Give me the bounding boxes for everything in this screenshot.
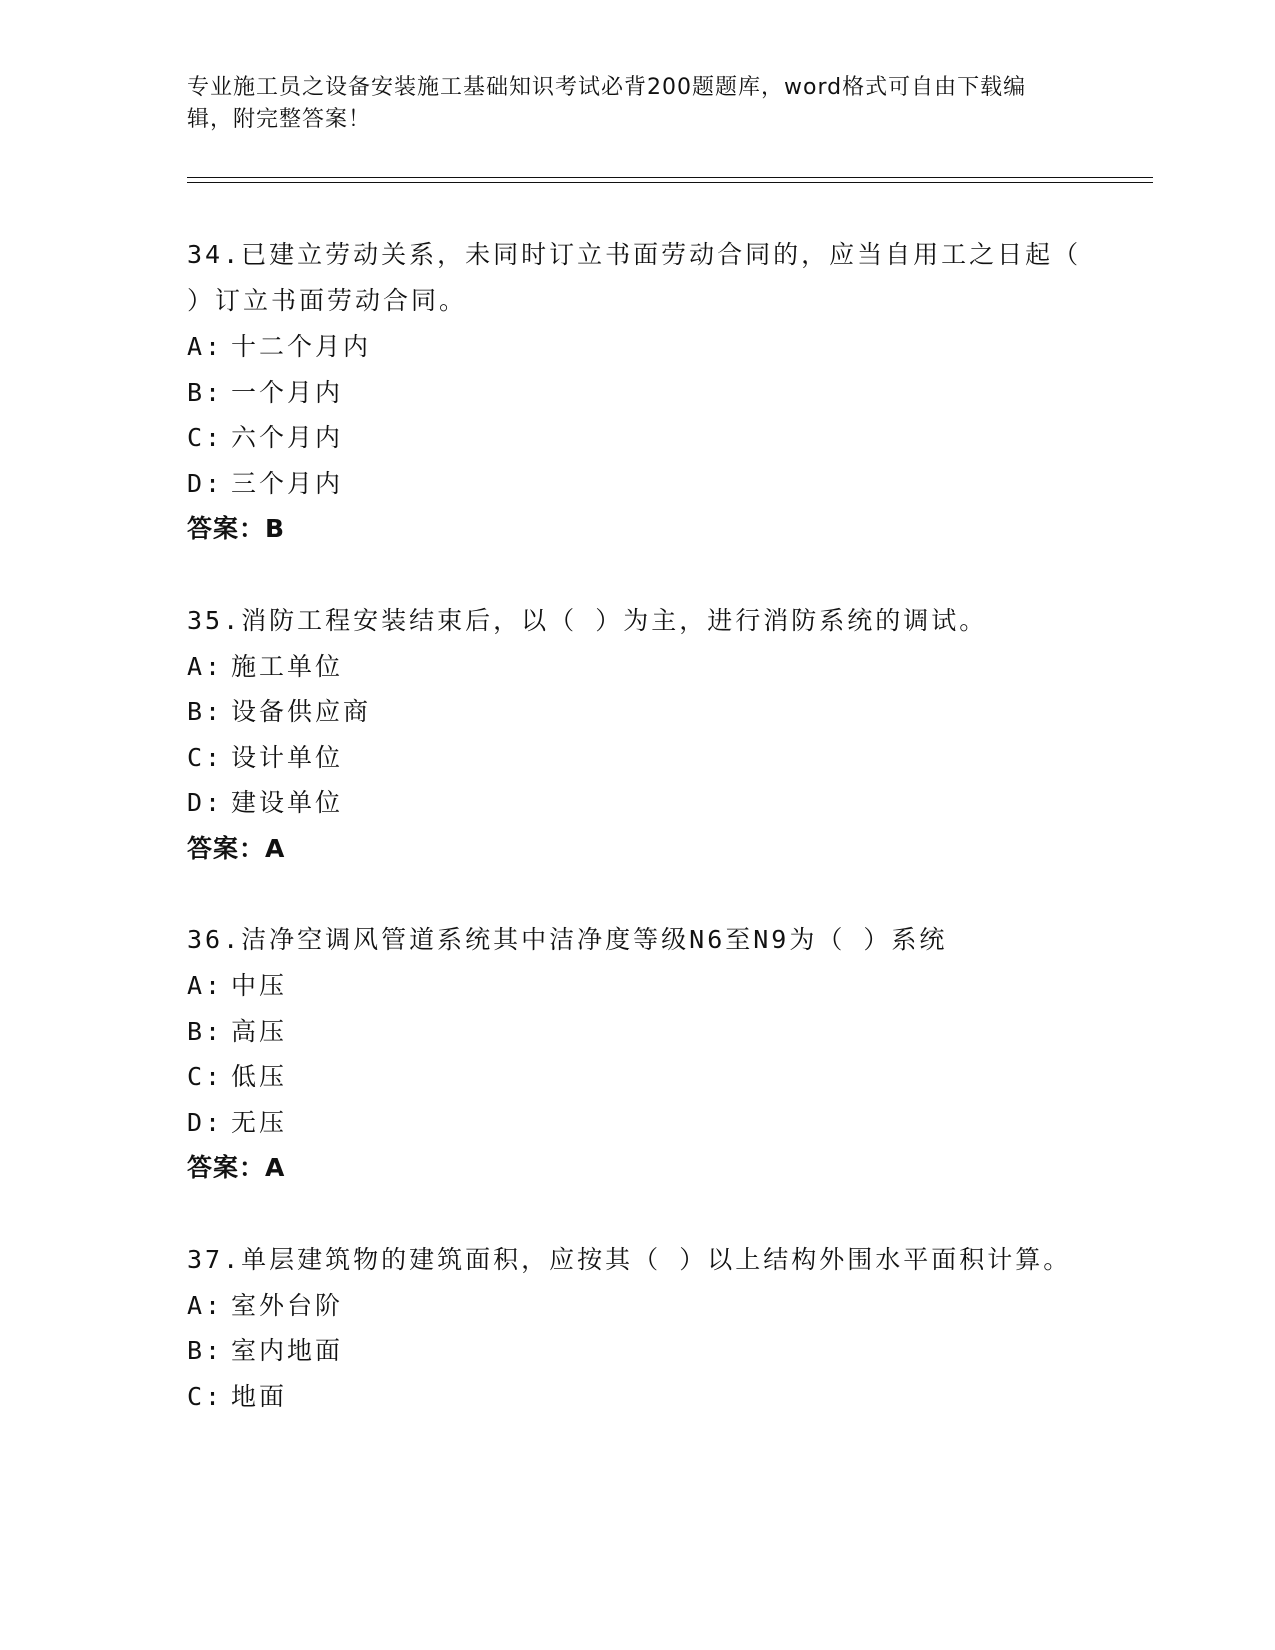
question-stem: 36.洁净空调风管道系统其中洁净度等级N6至N9为（ ）系统	[187, 925, 948, 954]
option-label: C:	[187, 423, 224, 452]
option-d	[187, 780, 1087, 826]
option-text: 施工单位	[231, 651, 344, 681]
answer-line: 答案：A	[187, 1153, 286, 1182]
option-text: 十二个月内	[231, 332, 372, 361]
option-b	[187, 1009, 1087, 1055]
option-a	[187, 963, 1087, 1009]
option-text: 地面	[231, 1381, 288, 1411]
option-label: B:	[187, 377, 224, 407]
option-label: A:	[187, 1290, 224, 1320]
option-text: 三个月内	[231, 468, 344, 498]
option-a	[187, 324, 1087, 370]
question-list	[187, 232, 1087, 1465]
option-label: B:	[187, 1016, 224, 1046]
question-stem: 37.单层建筑物的建筑面积，应按其（ ）以上结构外围水平面积计算。	[187, 1244, 1072, 1274]
question-36	[187, 917, 1087, 1191]
option-label: D:	[187, 468, 224, 498]
option-text: 六个月内	[231, 423, 344, 452]
answer-line: 答案：B	[187, 514, 286, 543]
question-37	[187, 1237, 1087, 1420]
question-stem: 35.消防工程安装结束后，以（ ）为主，进行消防系统的调试。	[187, 605, 988, 635]
option-a	[187, 1283, 1087, 1329]
option-text: 设计单位	[231, 742, 344, 772]
option-text: 室内地面	[231, 1336, 344, 1365]
option-label: B:	[187, 1336, 224, 1365]
option-d	[187, 1100, 1087, 1146]
option-label: A:	[187, 971, 224, 1000]
answer-line: 答案：A	[187, 833, 286, 863]
option-text: 设备供应商	[231, 697, 372, 726]
option-c	[187, 1054, 1087, 1100]
option-b	[187, 370, 1087, 416]
option-label: D:	[187, 1107, 224, 1137]
option-text: 建设单位	[231, 788, 344, 817]
option-text: 无压	[231, 1107, 288, 1137]
option-text: 低压	[231, 1062, 288, 1091]
option-b	[187, 689, 1087, 735]
option-label: A:	[187, 651, 224, 681]
option-b	[187, 1328, 1087, 1374]
option-text: 室外台阶	[231, 1290, 344, 1320]
option-c	[187, 415, 1087, 461]
option-c	[187, 735, 1087, 781]
question-34	[187, 232, 1087, 552]
option-label: B:	[187, 697, 224, 726]
option-label: C:	[187, 1381, 224, 1411]
option-label: C:	[187, 1062, 224, 1091]
option-label: C:	[187, 742, 224, 772]
question-35	[187, 598, 1087, 872]
question-stem: 34.已建立劳动关系，未同时订立书面劳动合同的，应当自用工之日起（ ）订立书面劳动合同。	[187, 240, 1082, 315]
option-a	[187, 644, 1087, 690]
option-c	[187, 1374, 1087, 1420]
option-text: 一个月内	[231, 377, 344, 407]
option-text: 高压	[231, 1016, 288, 1046]
option-text: 中压	[231, 971, 288, 1000]
option-d	[187, 461, 1087, 507]
header-divider-bottom	[187, 182, 1153, 183]
header-divider-top	[187, 177, 1153, 178]
option-label: A:	[187, 332, 224, 361]
document-header: 专业施工员之设备安装施工基础知识考试必背200题题库，word格式可自由下载编辑，附完整答案！	[187, 75, 1027, 132]
option-label: D:	[187, 788, 224, 817]
